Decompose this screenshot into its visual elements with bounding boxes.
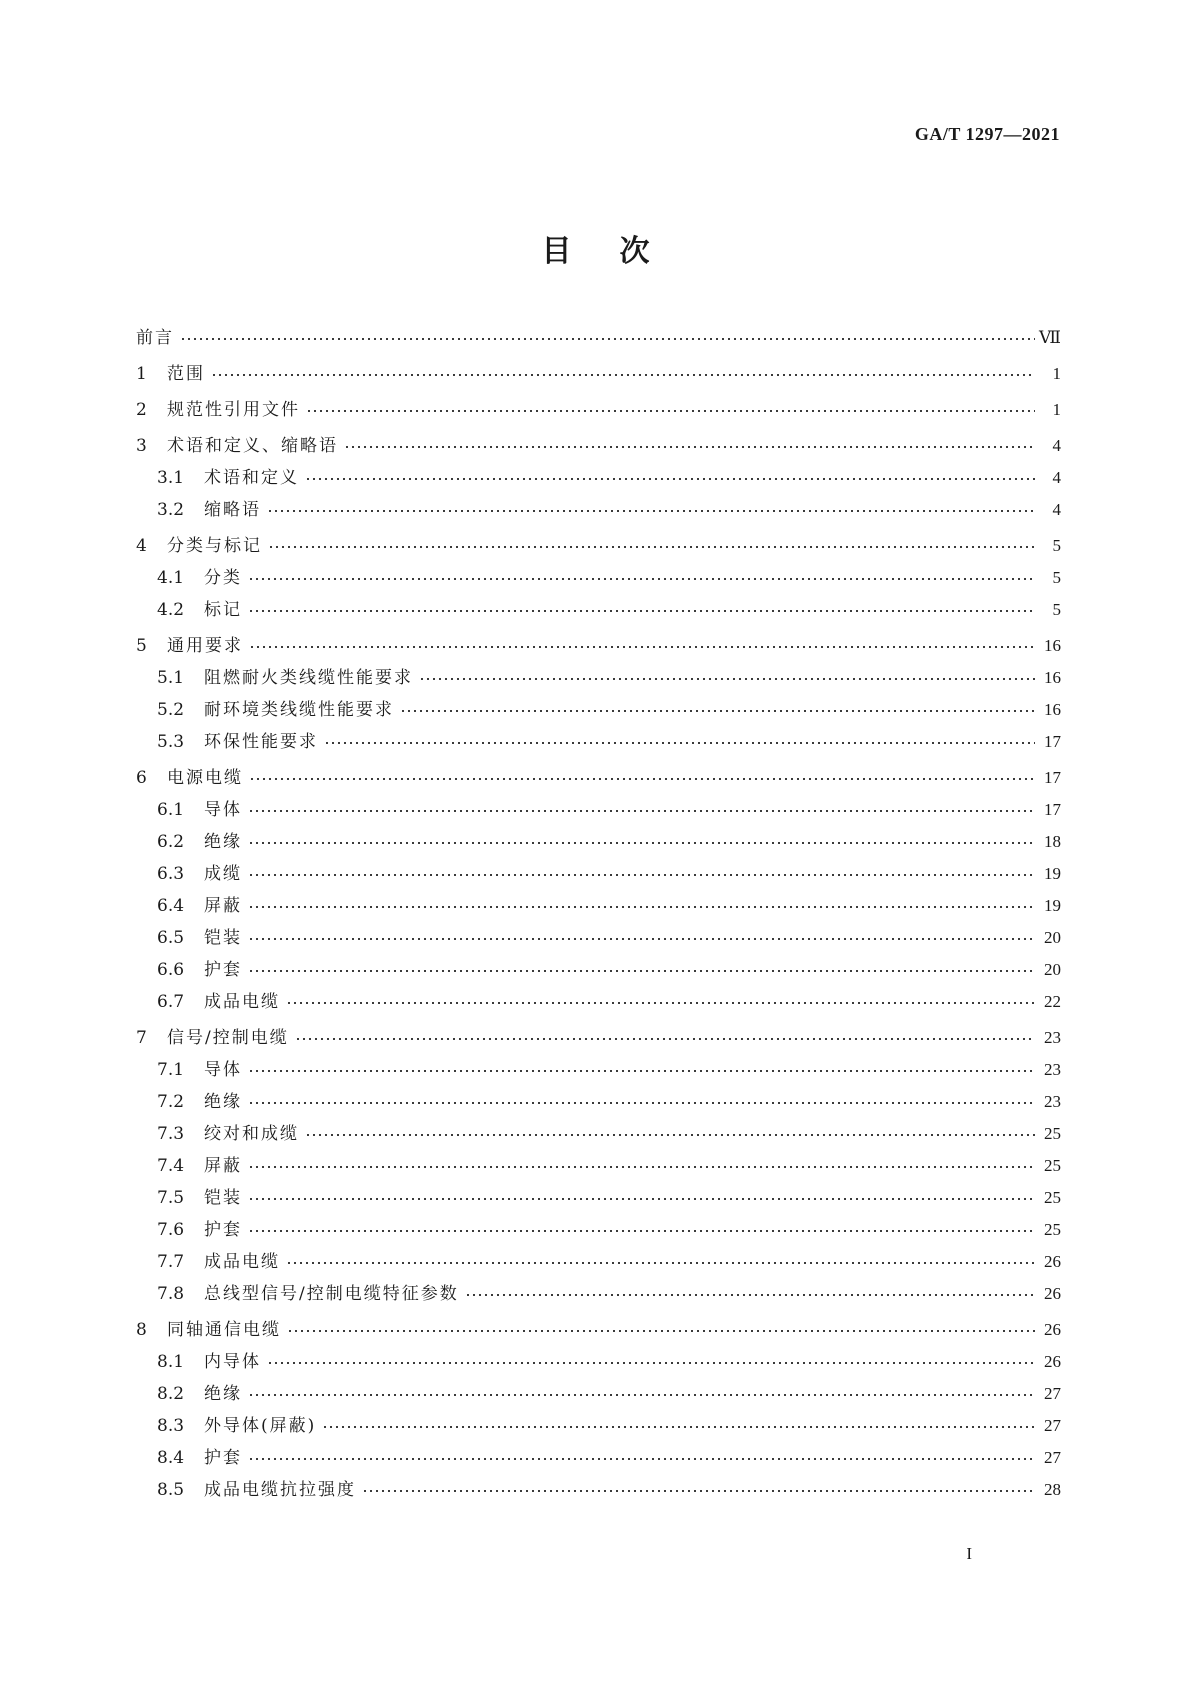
toc-entry[interactable] xyxy=(136,635,1061,657)
toc-entry-label: 术语和定义、缩略语 xyxy=(167,436,338,456)
toc-entry-page: 27 xyxy=(1044,1384,1061,1403)
toc-entry-number: 7 xyxy=(136,1028,147,1048)
toc-entry-page: 1 xyxy=(1052,400,1061,419)
toc-entry-number: 6.1 xyxy=(157,800,185,820)
toc-entry-page: 4 xyxy=(1052,468,1061,487)
toc-dot-leader xyxy=(248,1454,1035,1464)
toc-dot-leader xyxy=(248,902,1035,912)
toc-entry-page: Ⅶ xyxy=(1039,328,1061,347)
toc-entry[interactable] xyxy=(136,363,1061,385)
toc-dot-leader xyxy=(465,1290,1035,1300)
toc-entry[interactable] xyxy=(136,959,1061,981)
toc-entry[interactable] xyxy=(136,767,1061,789)
toc-entry-page: 23 xyxy=(1044,1060,1061,1079)
toc-entry-page: 16 xyxy=(1044,700,1061,719)
toc-entry-page: 16 xyxy=(1044,668,1061,687)
toc-entry-label: 绝缘 xyxy=(204,1384,242,1404)
toc-entry-label: 绝缘 xyxy=(204,1092,242,1112)
toc-entry-page: 5 xyxy=(1052,568,1061,587)
toc-entry-label: 分类 xyxy=(204,568,242,588)
toc-entry[interactable] xyxy=(136,991,1061,1013)
toc-entry-number: 7.4 xyxy=(157,1156,185,1176)
toc-entry[interactable] xyxy=(136,699,1061,721)
toc-entry[interactable] xyxy=(136,799,1061,821)
toc-entry[interactable] xyxy=(136,1319,1061,1341)
toc-dot-leader xyxy=(180,334,1035,344)
toc-entry[interactable] xyxy=(136,1219,1061,1241)
toc-entry-label: 铠装 xyxy=(204,928,242,948)
toc-entry-page: 26 xyxy=(1044,1284,1061,1303)
toc-entry-number: 2 xyxy=(136,400,147,420)
toc-entry-label: 屏蔽 xyxy=(204,1156,242,1176)
toc-entry-page: 25 xyxy=(1044,1220,1061,1239)
toc-entry-label: 成缆 xyxy=(204,864,242,884)
toc-dot-leader xyxy=(248,966,1035,976)
toc-entry-number: 7.6 xyxy=(157,1220,185,1240)
toc-dot-leader xyxy=(267,1358,1035,1368)
toc-dot-leader xyxy=(286,1258,1035,1268)
toc-entry-page: 27 xyxy=(1044,1416,1061,1435)
toc-entry[interactable] xyxy=(136,731,1061,753)
toc-entry-page: 17 xyxy=(1044,732,1061,751)
toc-entry-label: 通用要求 xyxy=(167,636,243,656)
toc-entry-page: 23 xyxy=(1044,1028,1061,1047)
toc-dot-leader xyxy=(322,1422,1035,1432)
toc-entry-page: 25 xyxy=(1044,1156,1061,1175)
toc-entry-number: 6.5 xyxy=(157,928,185,948)
toc-entry-page: 22 xyxy=(1044,992,1061,1011)
toc-entry-label: 绞对和成缆 xyxy=(204,1124,299,1144)
toc-entry-number: 8.3 xyxy=(157,1416,185,1436)
toc-dot-leader xyxy=(249,774,1035,784)
toc-entry-label: 导体 xyxy=(204,800,242,820)
toc-entry[interactable] xyxy=(136,1415,1061,1437)
toc-entry-number: 6.2 xyxy=(157,832,185,852)
toc-entry-label: 电源电缆 xyxy=(167,768,243,788)
toc-entry-label: 铠装 xyxy=(204,1188,242,1208)
toc-entry-number: 1 xyxy=(136,364,147,384)
toc-dot-leader xyxy=(344,442,1035,452)
toc-entry-number: 5.2 xyxy=(157,700,185,720)
toc-entry-page: 17 xyxy=(1044,768,1061,787)
toc-entry-label: 屏蔽 xyxy=(204,896,242,916)
toc-entry-label: 护套 xyxy=(204,1448,242,1468)
toc-dot-leader xyxy=(305,474,1035,484)
toc-dot-leader xyxy=(362,1486,1035,1496)
toc-entry-label: 成品电缆抗拉强度 xyxy=(204,1480,356,1500)
toc-entry[interactable] xyxy=(136,1027,1061,1049)
toc-entry-page: 26 xyxy=(1044,1352,1061,1371)
toc-dot-leader xyxy=(248,606,1035,616)
toc-dot-leader xyxy=(248,574,1035,584)
toc-entry-label: 总线型信号/控制电缆特征参数 xyxy=(204,1284,459,1304)
toc-entry-page: 18 xyxy=(1044,832,1061,851)
toc-entry-label: 术语和定义 xyxy=(204,468,299,488)
toc-entry-page: 28 xyxy=(1044,1480,1061,1499)
toc-entry-number: 7.3 xyxy=(157,1124,185,1144)
toc-entry-number: 8.5 xyxy=(157,1480,185,1500)
toc-entry-label: 范围 xyxy=(167,364,205,384)
toc-entry-page: 26 xyxy=(1044,1252,1061,1271)
toc-entry[interactable] xyxy=(136,535,1061,557)
toc-entry-label: 导体 xyxy=(204,1060,242,1080)
toc-dot-leader xyxy=(419,674,1035,684)
toc-entry[interactable] xyxy=(136,435,1061,457)
toc-entry-number: 7.1 xyxy=(157,1060,185,1080)
toc-dot-leader xyxy=(248,934,1035,944)
toc-entry-number: 6.7 xyxy=(157,992,185,1012)
toc-entry-number: 3 xyxy=(136,436,147,456)
toc-entry-label: 护套 xyxy=(204,960,242,980)
toc-entry-label: 前言 xyxy=(136,328,174,348)
toc-dot-leader xyxy=(295,1034,1035,1044)
toc-dot-leader xyxy=(248,838,1035,848)
toc-dot-leader xyxy=(267,506,1035,516)
toc-entry-page: 5 xyxy=(1052,536,1061,555)
toc-entry-number: 6 xyxy=(136,768,147,788)
toc-entry-number: 7.8 xyxy=(157,1284,185,1304)
toc-entry-page: 5 xyxy=(1052,600,1061,619)
toc-entry[interactable] xyxy=(136,327,1061,349)
toc-dot-leader xyxy=(268,542,1035,552)
toc-entry[interactable] xyxy=(136,567,1061,589)
standard-number: GA/T 1297—2021 xyxy=(914,124,1060,144)
toc-entry-number: 6.6 xyxy=(157,960,185,980)
toc-dot-leader xyxy=(248,1162,1035,1172)
toc-entry[interactable] xyxy=(136,1383,1061,1405)
toc-dot-leader xyxy=(248,1194,1035,1204)
toc-entry-label: 外导体(屏蔽) xyxy=(204,1416,317,1436)
toc-dot-leader xyxy=(248,1390,1035,1400)
toc-entry-page: 26 xyxy=(1044,1320,1061,1339)
toc-entry[interactable] xyxy=(136,1059,1061,1081)
toc-entry[interactable] xyxy=(136,399,1061,421)
toc-entry-number: 6.4 xyxy=(157,896,185,916)
page-title: 目次 xyxy=(541,234,698,269)
toc-entry[interactable] xyxy=(136,1123,1061,1145)
toc-entry[interactable] xyxy=(136,895,1061,917)
toc-entry[interactable] xyxy=(136,1187,1061,1209)
toc-entry[interactable] xyxy=(136,599,1061,621)
toc-entry-number: 8 xyxy=(136,1320,147,1340)
toc-dot-leader xyxy=(211,370,1035,380)
toc-dot-leader xyxy=(287,1326,1035,1336)
toc-entry-page: 25 xyxy=(1044,1188,1061,1207)
toc-entry[interactable] xyxy=(136,1283,1061,1305)
toc-entry[interactable] xyxy=(136,667,1061,689)
toc-entry-number: 6.3 xyxy=(157,864,185,884)
toc-entry-label: 环保性能要求 xyxy=(204,732,318,752)
toc-entry-number: 3.2 xyxy=(157,500,185,520)
toc-dot-leader xyxy=(249,642,1035,652)
page-number: I xyxy=(966,1544,972,1563)
toc-entry-number: 8.1 xyxy=(157,1352,185,1372)
toc-entry-page: 4 xyxy=(1052,500,1061,519)
toc-dot-leader xyxy=(324,738,1035,748)
toc-entry-label: 成品电缆 xyxy=(204,992,280,1012)
table-of-contents xyxy=(136,327,1061,1501)
toc-entry-label: 同轴通信电缆 xyxy=(167,1320,281,1340)
toc-entry-label: 规范性引用文件 xyxy=(167,400,300,420)
toc-entry-label: 信号/控制电缆 xyxy=(167,1028,289,1048)
toc-entry[interactable] xyxy=(136,1447,1061,1469)
toc-entry-label: 绝缘 xyxy=(204,832,242,852)
toc-dot-leader xyxy=(306,406,1035,416)
toc-entry-page: 23 xyxy=(1044,1092,1061,1111)
toc-entry[interactable] xyxy=(136,1251,1061,1273)
toc-entry-number: 5.1 xyxy=(157,668,185,688)
toc-entry-page: 27 xyxy=(1044,1448,1061,1467)
toc-entry[interactable] xyxy=(136,927,1061,949)
toc-dot-leader xyxy=(248,870,1035,880)
toc-entry-label: 耐环境类线缆性能要求 xyxy=(204,700,394,720)
toc-dot-leader xyxy=(400,706,1035,716)
toc-entry-page: 16 xyxy=(1044,636,1061,655)
toc-entry-number: 8.2 xyxy=(157,1384,185,1404)
toc-entry[interactable] xyxy=(136,499,1061,521)
toc-entry-page: 19 xyxy=(1044,896,1061,915)
toc-entry[interactable] xyxy=(136,1351,1061,1373)
toc-entry-number: 7.5 xyxy=(157,1188,185,1208)
toc-entry-label: 分类与标记 xyxy=(167,536,262,556)
toc-entry-number: 5 xyxy=(136,636,147,656)
toc-entry-label: 标记 xyxy=(204,600,242,620)
toc-entry-number: 8.4 xyxy=(157,1448,185,1468)
toc-dot-leader xyxy=(248,806,1035,816)
toc-dot-leader xyxy=(286,998,1035,1008)
toc-entry-number: 5.3 xyxy=(157,732,185,752)
toc-entry-number: 7.2 xyxy=(157,1092,185,1112)
toc-dot-leader xyxy=(248,1098,1035,1108)
toc-entry-page: 20 xyxy=(1044,960,1061,979)
toc-entry-page: 17 xyxy=(1044,800,1061,819)
toc-entry-page: 19 xyxy=(1044,864,1061,883)
toc-entry-label: 阻燃耐火类线缆性能要求 xyxy=(204,668,413,688)
toc-entry-label: 缩略语 xyxy=(204,500,261,520)
toc-dot-leader xyxy=(248,1066,1035,1076)
toc-entry[interactable] xyxy=(136,1155,1061,1177)
toc-entry-page: 1 xyxy=(1052,364,1061,383)
toc-entry-number: 4.2 xyxy=(157,600,185,620)
toc-dot-leader xyxy=(305,1130,1035,1140)
toc-entry-page: 4 xyxy=(1052,436,1061,455)
toc-entry-label: 护套 xyxy=(204,1220,242,1240)
toc-dot-leader xyxy=(248,1226,1035,1236)
toc-entry[interactable] xyxy=(136,467,1061,489)
toc-entry[interactable] xyxy=(136,1479,1061,1501)
toc-entry-number: 3.1 xyxy=(157,468,185,488)
toc-entry-number: 4 xyxy=(136,536,147,556)
toc-entry[interactable] xyxy=(136,831,1061,853)
toc-entry-page: 20 xyxy=(1044,928,1061,947)
toc-entry-label: 成品电缆 xyxy=(204,1252,280,1272)
toc-entry-page: 25 xyxy=(1044,1124,1061,1143)
toc-entry-number: 4.1 xyxy=(157,568,185,588)
toc-entry-number: 7.7 xyxy=(157,1252,185,1272)
toc-entry[interactable] xyxy=(136,863,1061,885)
toc-entry[interactable] xyxy=(136,1091,1061,1113)
toc-entry-label: 内导体 xyxy=(204,1352,261,1372)
